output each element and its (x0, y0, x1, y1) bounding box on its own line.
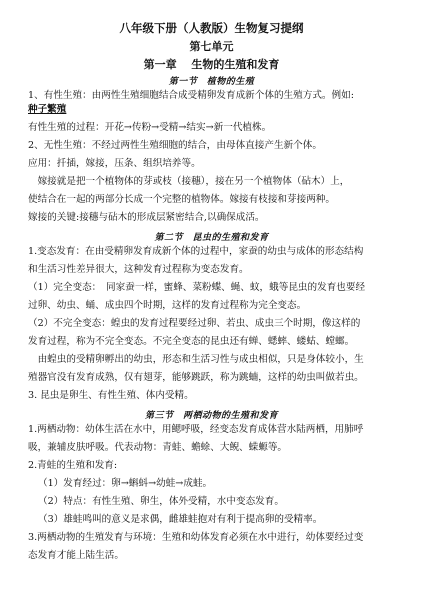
text-line: （1）发育经过：卵→蝌蚪→幼蛙→成蛙。 (38, 478, 213, 489)
text-line: 态发育才能上陆生活。 (28, 550, 124, 561)
text-line: 有性生殖的过程：开花→传粉→受精→结实→新一代植株。 (28, 122, 272, 133)
text-line: （2）特点：有性生殖、卵生，体外受精，水中变态发育。 (38, 496, 284, 507)
text-line: 殖器官没有发育成熟，仅有翅芽，能够跳跃，称为跳蝻，这样的幼虫叫做若虫。 (28, 372, 364, 383)
text-line: 过卵、幼虫、蛹、成虫四个时期，这样的发育过程称为完全变态。 (28, 300, 307, 311)
text-line: （1）完全变态： 同家蚕一样，蜜蜂、菜粉蝶、蝇、蚊，蛾等昆虫的发育也要经 (28, 282, 366, 293)
text-line: 吸，兼辅皮肤呼吸。代表动物：青蛙、蟾蜍、大鲵、蝾螈等。 (28, 442, 288, 453)
section-heading-amphibian: 第三节 两栖动物的生殖和发育 (144, 411, 278, 421)
document-title: 八年级下册（人教版）生物复习提纲 (119, 21, 304, 35)
text-line: 1、有性生殖：由两性生殖细胞结合成受精卵发育成新个体的生殖方式。例如: (28, 90, 354, 101)
text-line: 2、无性生殖：不经过两性生殖细胞的结合，由母体直接产生新个体。 (28, 140, 322, 151)
section-heading-insect: 第二节 昆虫的生殖和发育 (154, 233, 269, 243)
text-line: 3. 昆虫是卵生、有性生殖、体内受精。 (28, 390, 194, 401)
text-line: 嫁接就是把一个植物体的芽或枝（接穗），接在另一个植物体（砧木）上， (28, 176, 350, 187)
text-line: 2.青蛙的生殖和发育: (28, 460, 118, 471)
text-line: 嫁接的关键:接穗与砧木的形成层紧密结合,以确保成活。 (28, 212, 265, 223)
unit-heading: 第七单元 (189, 40, 234, 53)
text-line: 种子繁殖 (28, 104, 67, 115)
chapter-heading: 第一章 生物的生殖和发育 (143, 58, 280, 71)
text-line: 1.变态发育：在由受精卵发育成新个体的过程中，家蚕的幼虫与成体的形态结构 (28, 246, 364, 257)
text-line: （2）不完全变态：蝗虫的发育过程要经过卵、若虫、成虫三个时期，像这样的 (28, 318, 361, 329)
text-line: 使结合在一起的两部分长成一个完整的植物体。嫁接有枝接和芽接两种。 (28, 194, 335, 205)
text-line: 发育过程，称为不完全变态。不完全变态的昆虫还有蝉、蟋蟀、蝼蛄、螳螂。 (28, 336, 355, 347)
text-line: 和生活习性差异很大，这种发育过程称为变态发育。 (28, 264, 249, 275)
text-line: 3.两栖动物的生殖发育与环境：生殖和幼体发育必须在水中进行，幼体要经过变 (28, 532, 364, 543)
text-line: 由蝗虫的受精卵孵出的幼虫，形态和生活习性与成虫相似，只是身体较小，生 (28, 354, 364, 365)
text-line: （3）雄蛙鸣叫的意义是求偶，雌雄蛙抱对有利于提高卵的受精率。 (38, 514, 323, 525)
text-line: 应用：扦插，嫁接，压条、组织培养等。 (28, 158, 201, 169)
text-line: 1.两栖动物：幼体生活在水中，用鳃呼吸，经变态发育成体营水陆两栖，用肺呼 (28, 424, 364, 435)
section-heading-plant: 第一节 植物的生殖 (168, 77, 255, 87)
